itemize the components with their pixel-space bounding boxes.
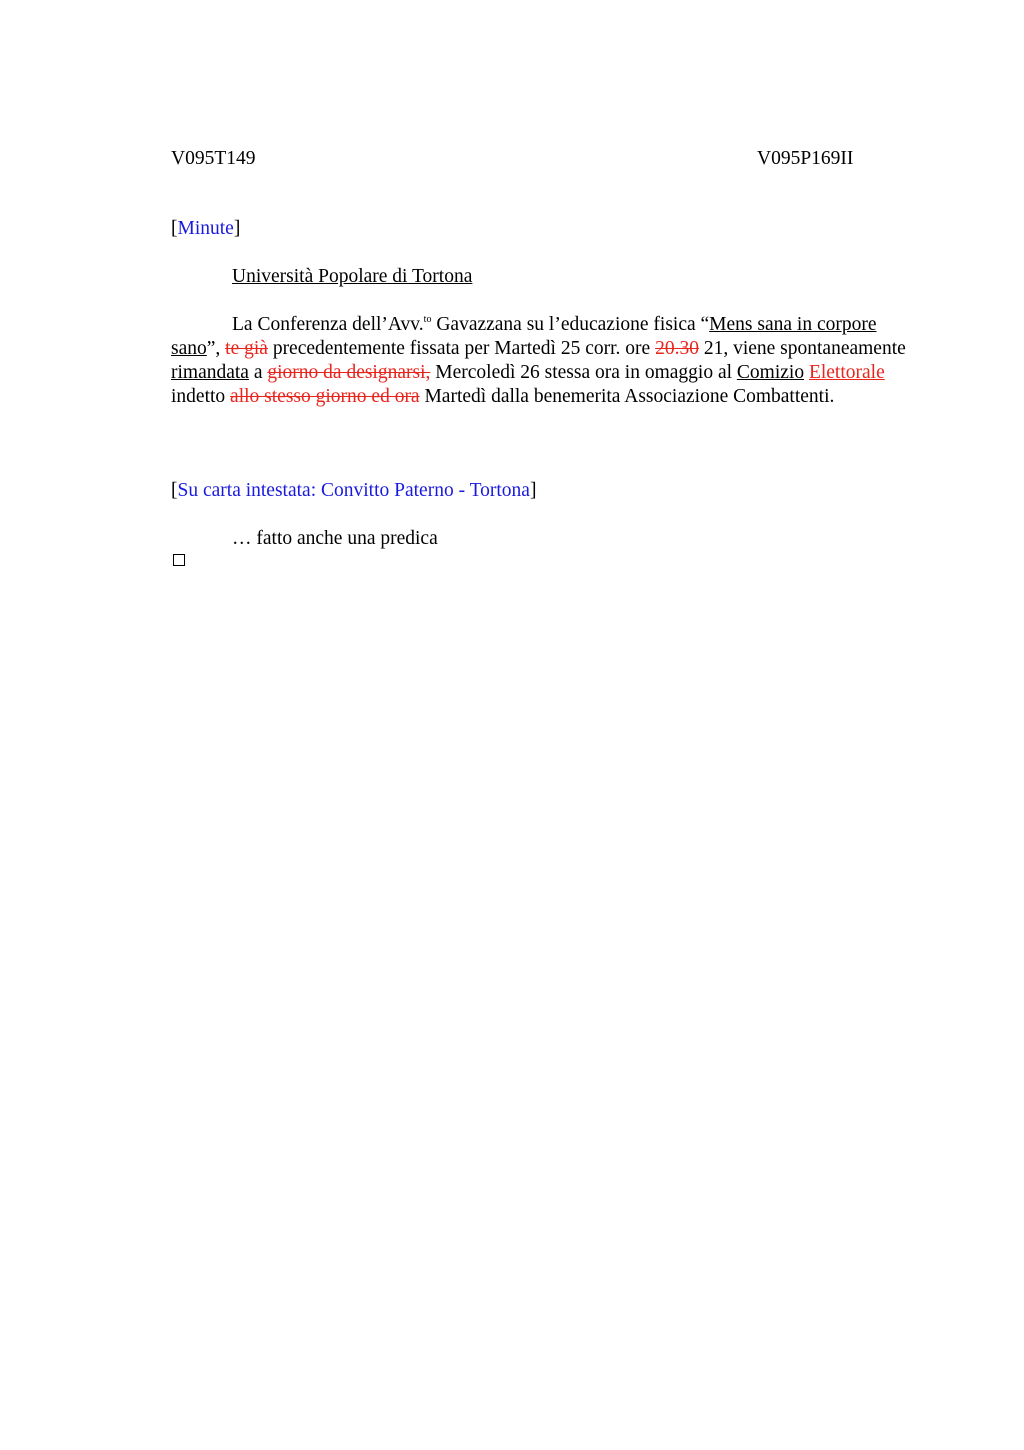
minute-section-label: [171, 217, 240, 241]
left-reference-code: V095T149: [171, 148, 256, 169]
text-run: precedentemente fissata per Martedì 25 corr. ore: [267, 338, 656, 359]
right-reference-code: V095P169II: [757, 148, 854, 169]
minute-label-text: Minute: [177, 218, 234, 239]
checkbox-glyph: [173, 554, 185, 566]
text-run: 21, viene spontaneamente: [698, 338, 906, 359]
text-run: Gavazzana su l’educazione fisica “: [431, 314, 710, 335]
sermon-line: … fatto anche una predica: [232, 528, 438, 549]
struck-text: te già: [225, 338, 268, 359]
underlined-text: rimandata: [171, 362, 249, 383]
struck-text: 20.30: [655, 338, 699, 359]
letterhead-label-text: Su carta intestata: Convitto Paterno - Tortona: [177, 480, 530, 501]
text-run: Mercoledì 26 stessa ora in omaggio al: [430, 362, 737, 383]
struck-text: giorno da designarsi,: [267, 362, 431, 383]
bracket-open: [: [171, 480, 178, 501]
text-run: Martedì dalla benemerita Associazione Combattenti.: [419, 386, 835, 407]
bracket-close: ]: [529, 480, 537, 501]
conference-paragraph: [171, 313, 927, 409]
underlined-text: Comizio: [736, 362, 805, 383]
struck-text: allo stesso giorno ed ora: [230, 386, 420, 407]
text-run: ”,: [206, 338, 226, 359]
bracket-open: [: [171, 218, 178, 239]
document-heading: Università Popolare di Tortona: [232, 266, 473, 287]
superscript-text: to: [423, 314, 432, 325]
struck-text: Elettorale: [808, 362, 885, 383]
text-run: a: [248, 362, 268, 383]
bracket-close: ]: [233, 218, 241, 239]
letterhead-section-label: [171, 479, 536, 503]
underlined-title: Mens sana in corpore sano: [171, 314, 877, 359]
text-run: indetto: [171, 386, 231, 407]
text-run: La Conferenza dell’Avv.: [232, 314, 424, 335]
